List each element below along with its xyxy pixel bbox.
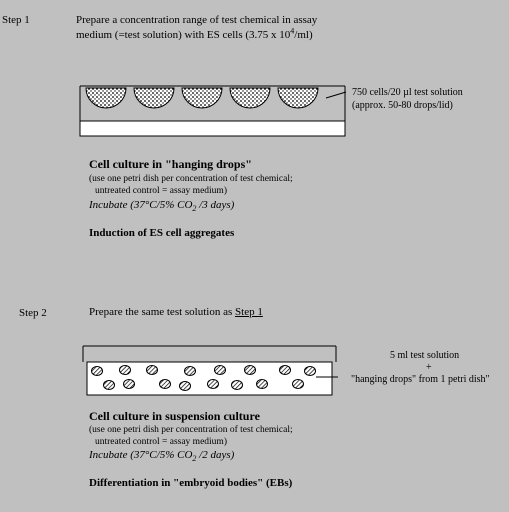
suspension-dish-lid [83,346,336,362]
embryoid-body [232,381,243,390]
step1-label: Step 1 [2,14,30,26]
embryoid-body [245,366,256,375]
hanging-drop [86,88,126,108]
step1-callout-line2: (approx. 50-80 drops/lid) [352,100,453,111]
hanging-drop [182,88,222,108]
petri-dish-bottom [80,121,345,136]
step1-reference: Step 1 [235,306,263,318]
hanging-drop [134,88,174,108]
step2-heading: Cell culture in suspension culture [89,409,260,423]
embryoid-body [120,366,131,375]
step1-instruction-line2: medium (=test solution) with ES cells (3.75 x $10^4/ml$) [76,26,313,41]
embryoid-body [180,382,191,391]
embryoid-body [124,380,135,389]
hanging-drop [278,88,318,108]
step1-note-line2: untreated control = assay medium) [95,186,227,196]
step1-callout-line1: 750 cells/20 µl test solution [352,87,463,98]
step1-incubate: Incubate (37°C/5% $CO_2$ /3 days) [89,199,235,214]
step2-callout-line2: + [426,362,432,373]
embryoid-body [280,366,291,375]
step1-heading: Cell culture in "hanging drops" [89,157,252,171]
step1-callout-line [326,92,346,98]
step2-result: Differentiation in "embryoid bodies" (EBs) [89,477,293,489]
step2-note-line2: untreated control = assay medium) [95,437,227,447]
step1-note-line1: (use one petri dish per concentration of test chemical; [89,174,293,184]
step2-label: Step 2 [19,307,47,319]
embryoid-body [147,366,158,375]
step1-result: Induction of ES cell aggregates [89,227,235,239]
step2-callout-line1: 5 ml test solution [390,350,460,361]
step1-instruction-line1: Prepare a concentration range of test chemical in assay [76,14,318,26]
embryoid-body [92,367,103,376]
embryoid-body [208,380,219,389]
embryoid-body [257,380,268,389]
embryoid-body [160,380,171,389]
step2-note-line1: (use one petri dish per concentration of test chemical; [89,425,293,435]
step2-callout-line3: "hanging drops" from 1 petri dish" [351,374,490,385]
embryoid-body [215,366,226,375]
step2-incubate: Incubate (37°C/5% $CO_2$ /2 days) [89,449,235,464]
hanging-drop [230,88,270,108]
embryoid-body [305,367,316,376]
hanging-drops [86,88,318,108]
embryoid-body [293,380,304,389]
step2-instruction: Prepare the same test solution as Step 1 [89,306,263,318]
embryoid-body [185,367,196,376]
embryoid-body [104,381,115,390]
